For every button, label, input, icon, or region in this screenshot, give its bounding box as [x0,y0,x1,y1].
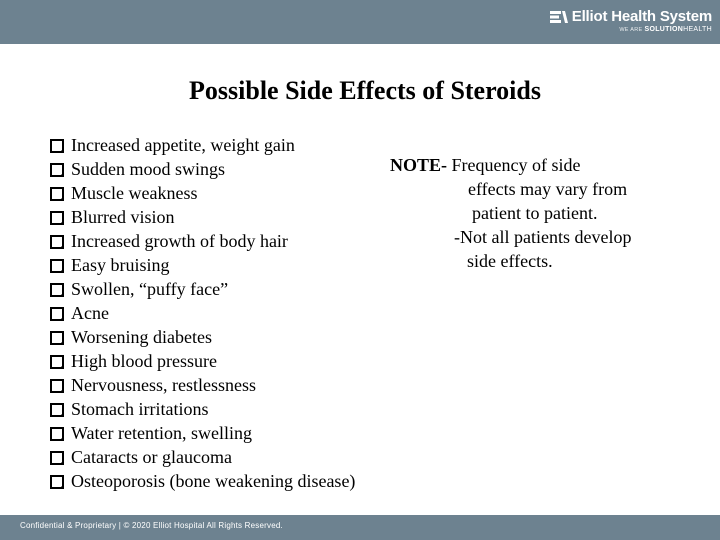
logo-tag-rest: HEALTH [683,26,712,33]
checkbox-bullet-icon [50,259,64,273]
checkbox-bullet-icon [50,307,64,321]
logo-tag-prefix: WE ARE [619,27,643,33]
checkbox-bullet-icon [50,475,64,489]
note-line-1-text: Frequency of side [447,155,581,175]
note-line-4: -Not all patients develop [454,227,632,247]
checkbox-bullet-icon [50,211,64,225]
list-item-text: Cataracts or glaucoma [71,446,232,467]
footer-band [0,515,720,540]
footer-text: Confidential & Proprietary | © 2020 Elliot Hospital All Rights Reserved. [20,521,283,530]
list-item-text: High blood pressure [71,350,217,371]
list-item [50,397,355,421]
list-item-text: Increased appetite, weight gain [71,134,295,155]
checkbox-bullet-icon [50,235,64,249]
list-item-text: Sudden mood swings [71,158,226,179]
checkbox-bullet-icon [50,451,64,465]
checkbox-bullet-icon [50,403,64,417]
checkbox-bullet-icon [50,355,64,369]
list-item [50,253,355,277]
list-item-text: Osteoporosis (bone weakening disease) [71,470,356,491]
list-item [50,205,355,229]
list-item-text: Worsening diabetes [71,326,213,347]
elliot-logo-icon [550,10,568,24]
elliot-health-logo [550,8,712,33]
checkbox-bullet-icon [50,427,64,441]
side-effects-list [50,133,355,493]
list-item [50,469,355,493]
list-item [50,133,355,157]
list-item [50,181,355,205]
header-band [0,0,720,44]
checkbox-bullet-icon [50,139,64,153]
list-item-text: Swollen, “puffy face” [71,278,229,299]
logo-tagline [550,26,712,33]
checkbox-bullet-icon [50,283,64,297]
logo-tag-bold: SOLUTION [644,26,684,33]
list-item-text: Nervousness, restlessness [71,374,256,395]
list-item-text: Blurred vision [71,206,175,227]
list-item [50,157,355,181]
list-item-text: Acne [71,302,109,323]
list-item-text: Water retention, swelling [71,422,252,443]
list-item [50,277,355,301]
list-item [50,421,355,445]
note-line-2: effects may vary from [468,179,628,199]
list-item [50,301,355,325]
note-line-3: patient to patient. [472,203,598,223]
note-line-5: side effects. [467,251,553,271]
list-item [50,445,355,469]
logo-name: Elliot Health System [571,8,712,25]
list-item-text: Muscle weakness [71,182,198,203]
list-item-text: Stomach irritations [71,398,209,419]
list-item [50,373,355,397]
checkbox-bullet-icon [50,187,64,201]
note-label: NOTE- [390,155,448,175]
checkbox-bullet-icon [50,163,64,177]
list-item-text: Easy bruising [71,254,170,275]
slide-title: Possible Side Effects of Steroids [189,76,541,105]
list-item [50,325,355,349]
checkbox-bullet-icon [50,379,64,393]
list-item [50,349,355,373]
list-item [50,229,355,253]
note-line-1 [390,155,580,176]
checkbox-bullet-icon [50,331,64,345]
list-item-text: Increased growth of body hair [71,230,288,251]
